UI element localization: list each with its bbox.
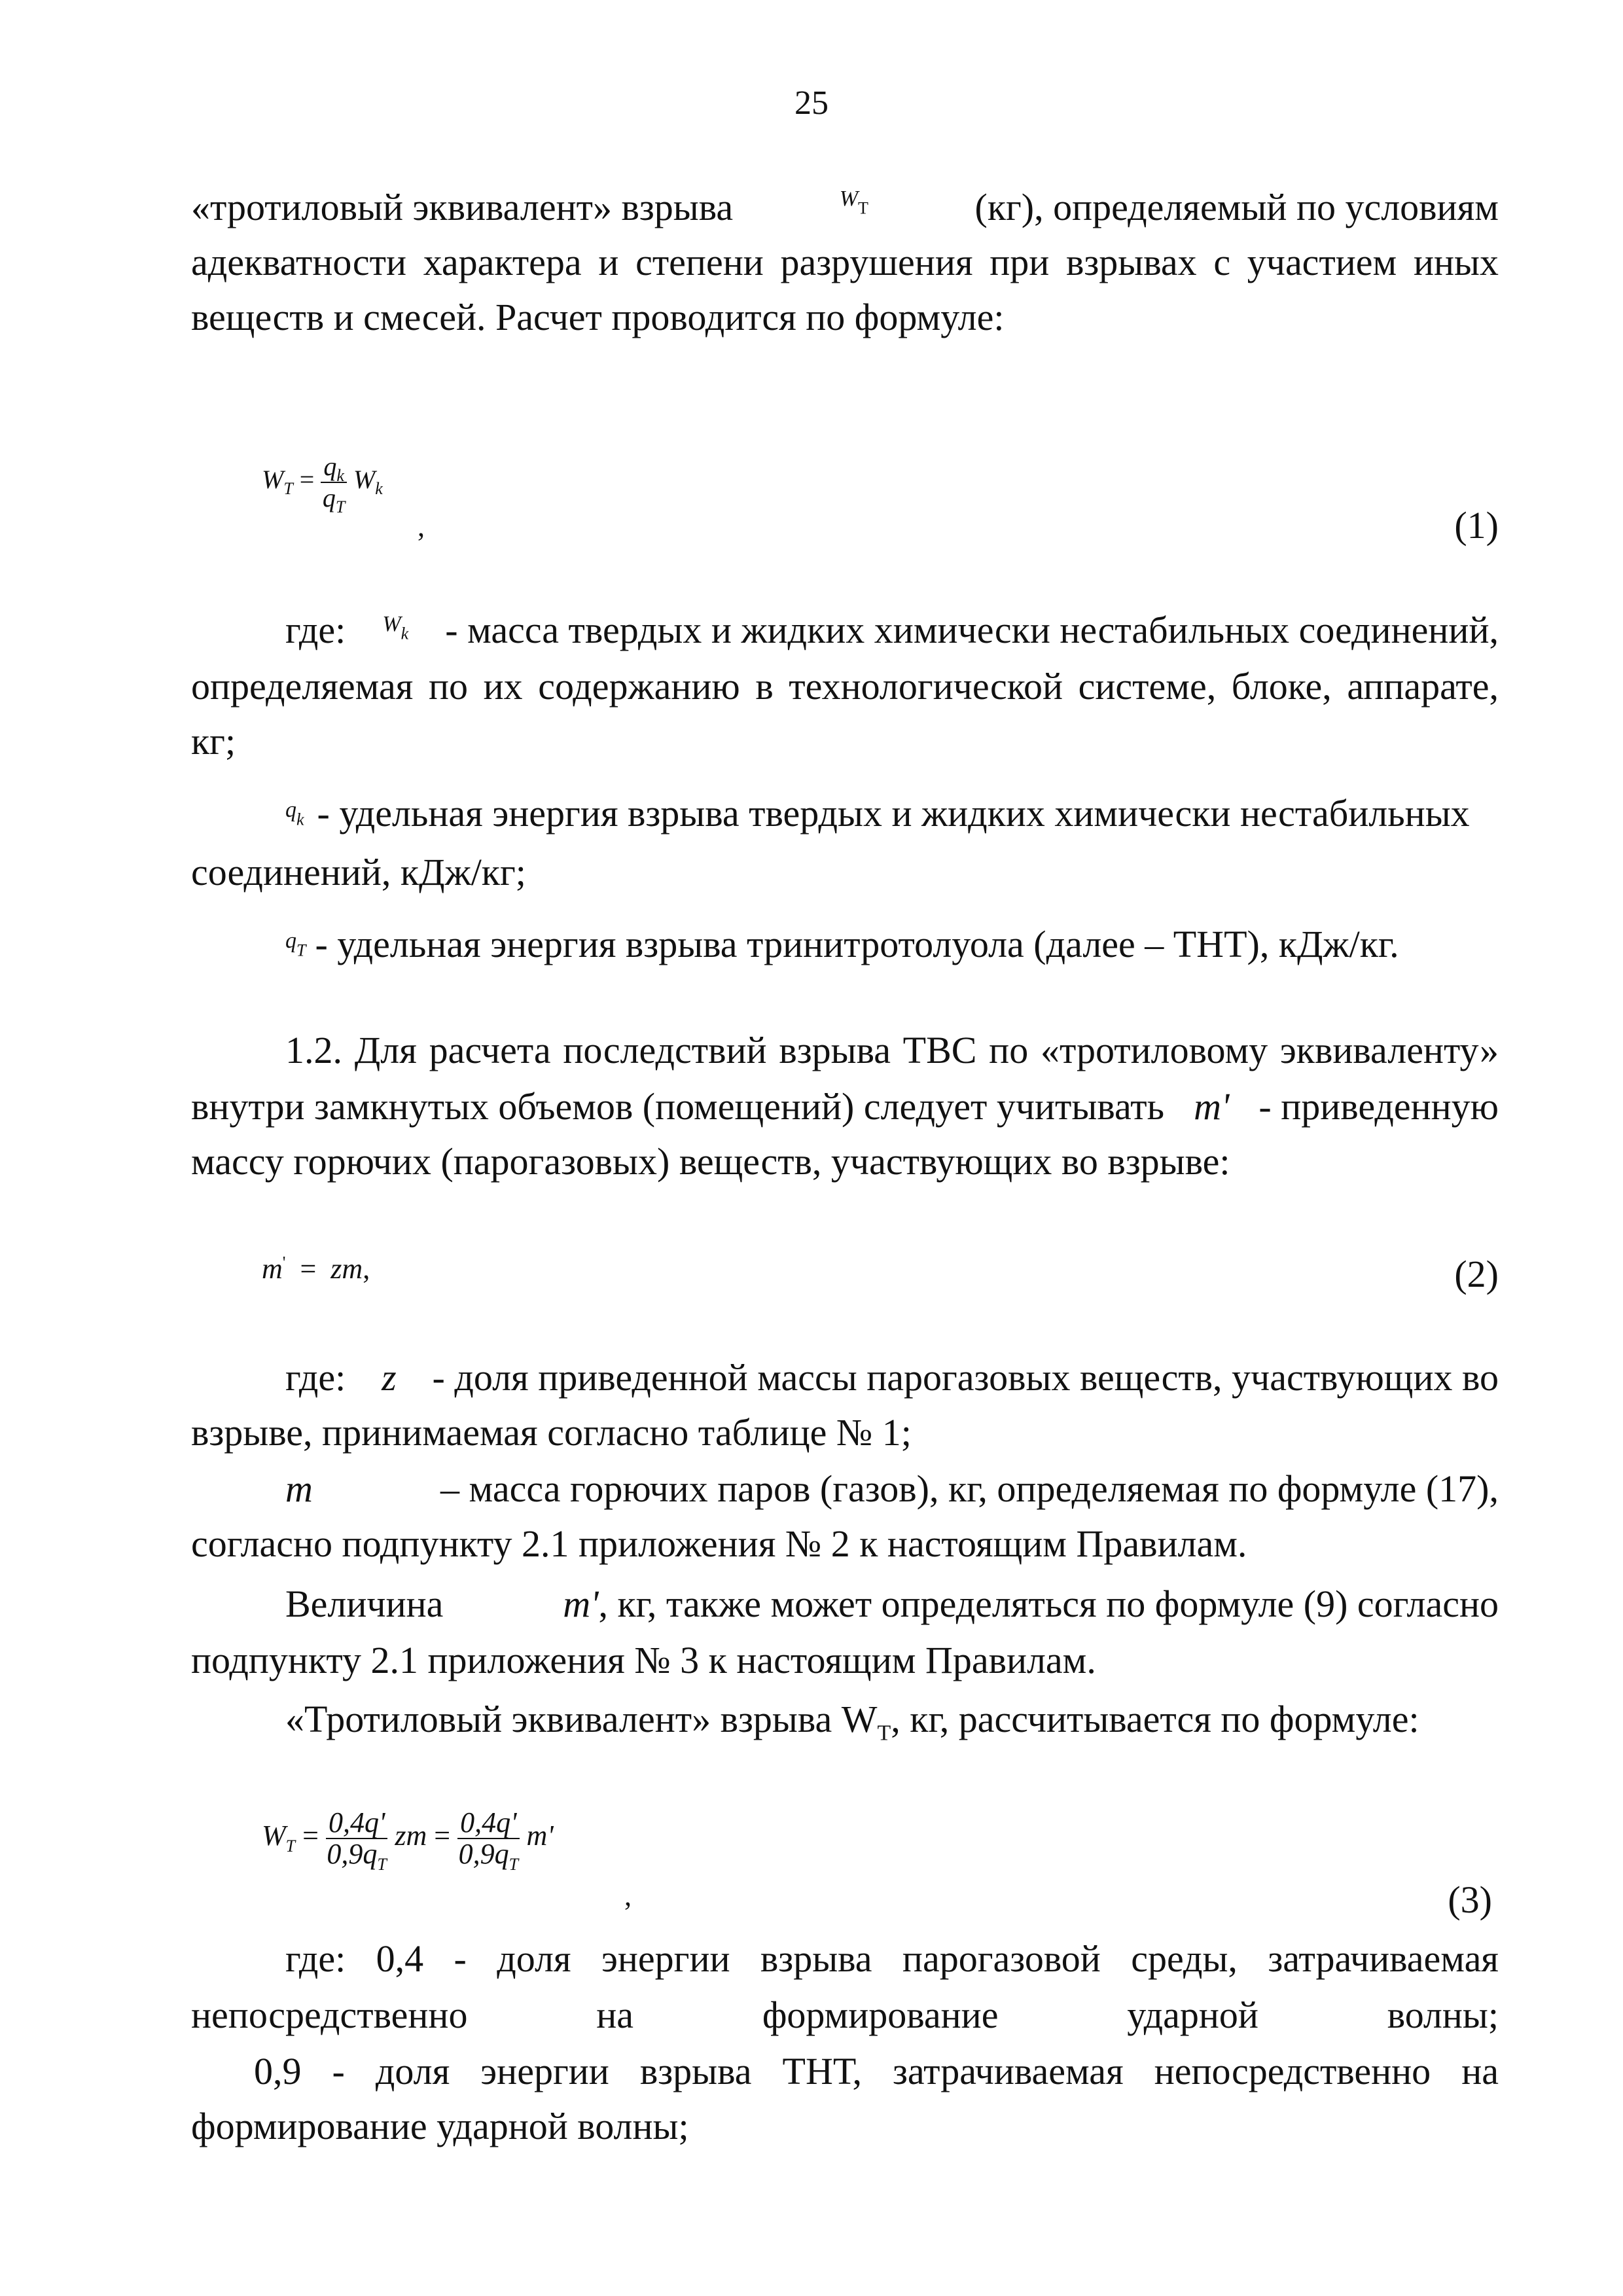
p1-text-a: «тротиловый эквивалент» взрыва	[191, 186, 734, 228]
where-3-line-2: непосредственно на формирование ударной волны;	[191, 1994, 1499, 2036]
equation-3: $W_T$ = $\frac{0,4q'}{0,9q_T}$ zm = $\frac{0,4q'}{0,9q_T}$ m'	[262, 1806, 554, 1874]
where-2-line-2: взрыве, принимаемая согласно таблице № 1;	[191, 1411, 912, 1454]
paragraph-1-line-3: веществ и смесей. Расчет проводится по формуле:	[191, 296, 1005, 338]
magnitude-line-1: Величина m', кг, также может определяться по формуле (9) согласно	[285, 1583, 1499, 1625]
p1-symbol-wt: $W_Т$	[839, 187, 868, 218]
equation-1-number: (1)	[1454, 504, 1499, 547]
where-1-line-2: определяемая по их содержанию в технологической системе, блоке, аппарате,	[191, 665, 1499, 708]
page-number: 25	[794, 84, 829, 122]
equation-3-fraction-2: $\frac{0,4q'}{0,9q_T}$	[458, 1806, 519, 1874]
equation-1-fraction: $\frac{q_k}{q_T}$	[321, 452, 347, 513]
qk-line-1: $q_k$ - удельная энергия взрыва твердых и жидких химически нестабильных	[285, 791, 1499, 842]
equation-3-number: (3)	[1448, 1878, 1492, 1921]
equation-1: $W_T$ = $\frac{q_k}{q_T}$ $W_k$	[262, 452, 383, 516]
qk-line-2: соединений, кДж/кг;	[191, 851, 526, 893]
where-1-line-3: кг;	[191, 720, 236, 762]
equation-1-comma: ,	[418, 511, 425, 543]
paragraph-1-line-2: адекватности характера и степени разрушения при взрывах с участием иных	[191, 241, 1499, 283]
nine-line-2: формирование ударной волны;	[191, 2105, 689, 2147]
where-2-line-1: где: z - доля приведенной массы парогазовых веществ, участвующих во	[285, 1356, 1499, 1399]
equation-2: m' = zm,	[262, 1253, 370, 1285]
where-3-line-1: где: 0,4 - доля энергии взрыва парогазовой среды, затрачиваемая	[285, 1937, 1499, 1980]
equation-3-fraction-1: $\frac{0,4q'}{0,9q_T}$	[327, 1806, 387, 1874]
nine-line-1: 0,9 - доля энергии взрыва ТНТ, затрачиваемая непосредственно на	[254, 2050, 1499, 2092]
p1-text-b: (кг), определяемый по условиям	[974, 186, 1499, 228]
section-1-2-line-2: внутри замкнутых объемов (помещений) следует учитывать m' - приведенную	[191, 1085, 1499, 1128]
m-def-line-1: m – масса горючих паров (газов), кг, определяемая по формуле (17),	[285, 1467, 1499, 1510]
where-1-line-1: где: $W_k$ - масса твердых и жидких химически нестабильных соединений,	[285, 607, 1499, 659]
where-1-symbol: $W_k$	[382, 612, 409, 643]
equation-3-comma: ,	[624, 1880, 632, 1912]
qt-line: $q_T$ - удельная энергия взрыва тринитротолуола (далее – ТНТ), кДж/кг.	[285, 922, 1399, 973]
paragraph-1-line-1	[191, 185, 1499, 236]
magnitude-line-2: подпункту 2.1 приложения № 3 к настоящим Правилам.	[191, 1639, 1096, 1681]
tnt-formula-intro: «Тротиловый эквивалент» взрыва $W_Т$, кг, рассчитывается по формуле:	[285, 1698, 1419, 1746]
equation-2-number: (2)	[1454, 1253, 1499, 1295]
qt-symbol: $q_T$	[285, 929, 306, 960]
qk-symbol: $q_k$	[285, 798, 304, 829]
m-def-line-2: согласно подпункту 2.1 приложения № 2 к настоящим Правилам.	[191, 1522, 1247, 1565]
section-1-2-line-3: массу горючих (парогазовых) веществ, участвующих во взрыве:	[191, 1140, 1230, 1183]
section-1-2-line-1: 1.2. Для расчета последствий взрыва ТВС по «тротиловому эквиваленту»	[285, 1029, 1499, 1071]
